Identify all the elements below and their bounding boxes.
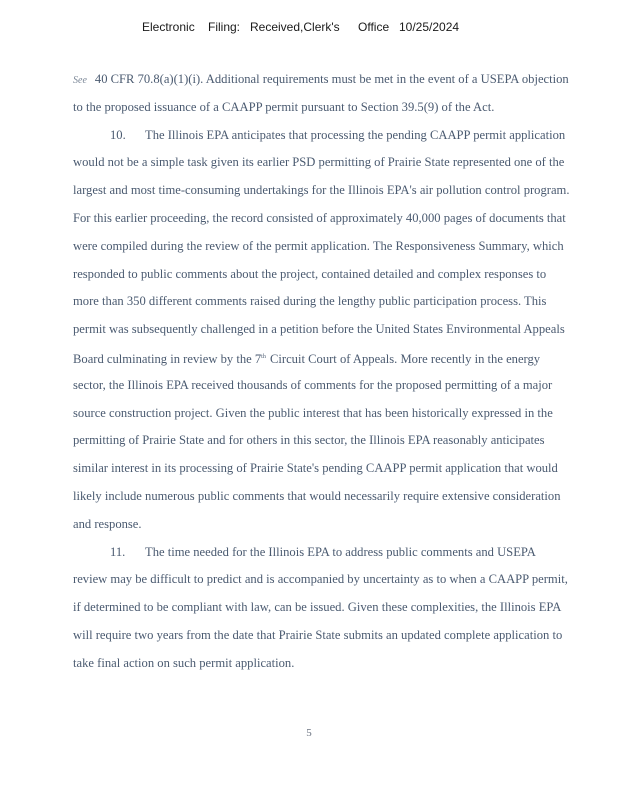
paragraph-number: 10. — [110, 127, 126, 142]
text-line: source construction project. Given the public interest that has been historically expressed in the — [73, 405, 553, 420]
document-body — [73, 69, 613, 681]
paragraph-10-first-line: 10. The Illinois EPA anticipates that processing the pending CAAPP permit application — [73, 125, 613, 153]
text-line: to the proposed issuance of a CAAPP permit pursuant to Section 39.5(9) of the Act. — [73, 99, 495, 114]
text-line: and response. — [73, 516, 142, 531]
text-line: likely include numerous public comments that would necessarily require extensive consideration — [73, 488, 561, 503]
text-line: See 40 CFR 70.8(a)(1)(i). Additional requirements must be met in the event of a USEPA objection — [73, 72, 569, 86]
text-line: permit was subsequently challenged in a petition before the United States Environmental Appeals — [73, 322, 565, 337]
text-line: more than 350 different comments raised during the lengthy public participation process. This — [73, 294, 547, 309]
text-line: review may be difficult to predict and is accompanied by uncertainty as to when a CAAPP permit, — [73, 572, 568, 587]
text-line: were compiled during the review of the permit application. The Responsiveness Summary, which — [73, 238, 564, 253]
header-electronic: Electronic — [142, 20, 195, 34]
text-line: if determined to be compliant with law, can be issued. Given these complexities, the Illinois EPA — [73, 600, 562, 615]
ordinal-suffix: th — [261, 353, 266, 360]
text-line: take final action on such permit application. — [73, 655, 295, 670]
text-line: Board culminating in review by the 7th Circuit Court of Appeals. More recently in the energy — [73, 351, 541, 366]
text-line: will require two years from the date that Prairie State submits an updated complete application to — [73, 627, 563, 642]
text-line: permitting of Prairie State and for others in this sector, the Illinois EPA reasonably anticipates — [73, 433, 545, 448]
citation-signal: See — [73, 75, 87, 86]
text-line: For this earlier proceeding, the record consisted of approximately 40,000 pages of documents that — [73, 210, 566, 225]
header-filing: Filing: — [208, 20, 241, 34]
header-received: Received,Clerk's — [250, 20, 340, 34]
text-line: largest and most time-consuming undertakings for the Illinois EPA's air pollution control program. — [73, 183, 570, 198]
paragraph-number: 11. — [110, 544, 126, 559]
header-office: Office — [358, 20, 390, 34]
text-line: similar interest in its processing of Prairie State's pending CAAPP permit application that would — [73, 461, 558, 476]
header-date: 10/25/2024 — [399, 20, 460, 34]
text-line: responded to public comments about the project, contained detailed and complex responses to — [73, 266, 547, 281]
page-number: 5 — [306, 727, 312, 739]
text-line: sector, the Illinois EPA received thousands of comments for the proposed permitting of a major — [73, 377, 553, 392]
paragraph-11-first-line: 11. The time needed for the Illinois EPA to address public comments and USEPA — [73, 542, 613, 570]
text-line: would not be a simple task given its earlier PSD permitting of Prairie State represented one of the — [73, 155, 565, 170]
